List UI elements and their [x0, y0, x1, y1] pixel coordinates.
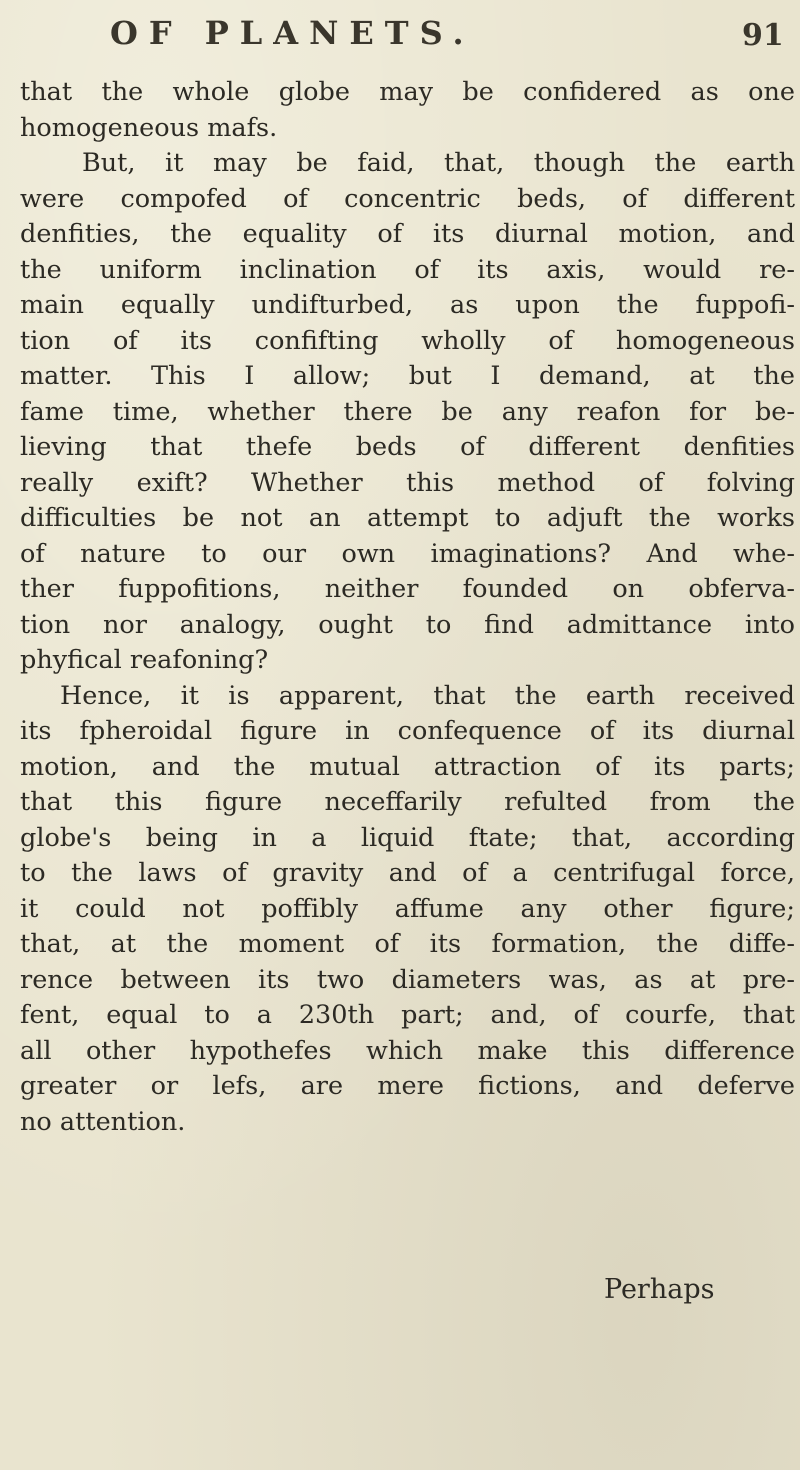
text-line: its fpheroidal figure in confequence of its diurnal [20, 716, 795, 746]
text-line: no attention. [20, 1106, 186, 1137]
text-line: the uniform inclination of its axis, would re- [20, 254, 795, 285]
text-line: fame time, whether there be any reafon for be- [20, 396, 795, 427]
text-line: homogeneous mafs. [20, 112, 278, 143]
page-number: 91 [742, 18, 784, 53]
running-title: OF PLANETS. [110, 14, 475, 52]
text-line: of nature to our own imaginations? And whe- [20, 538, 795, 569]
text-line: matter. This I allow; but I demand, at the [20, 361, 795, 391]
text-line: tion nor analogy, ought to find admittance into [20, 609, 795, 640]
text-line: main equally undifturbed, as upon the fuppofi- [20, 290, 795, 320]
text-line: really exift? Whether this method of folving [20, 467, 795, 498]
text-line: all other hypothefes which make this difference [20, 1035, 795, 1066]
text-line: motion, and the mutual attraction of its parts; [20, 751, 795, 782]
text-line: to the laws of gravity and of a centrifugal force, [20, 858, 795, 888]
text-line: difficulties be not an attempt to adjuft the works [20, 503, 795, 533]
body-text [20, 75, 795, 1140]
text-line: ther fuppofitions, neither founded on obferva- [20, 574, 795, 604]
running-head [0, 8, 800, 68]
text-line: that the whole globe may be confidered as one [20, 77, 795, 107]
text-line: fent, equal to a 230th part; and, of courfe, that [20, 1000, 795, 1030]
text-line: But, it may be faid, that, though the earth [82, 148, 795, 178]
text-line: that, at the moment of its formation, the diffe- [20, 929, 795, 959]
text-line: tion of its confifting wholly of homogeneous [20, 325, 795, 356]
text-line: phyfical reafoning? [20, 645, 269, 675]
text-line: greater or lefs, are mere fictions, and deferve [20, 1071, 795, 1101]
text-line: Hence, it is apparent, that the earth received [60, 680, 795, 711]
text-line: denfities, the equality of its diurnal motion, and [20, 219, 795, 249]
text-line: it could not poffibly affume any other figure; [20, 893, 795, 924]
text-line: that this figure neceffarily refulted from the [20, 787, 795, 817]
catchword: Perhaps [604, 1274, 715, 1305]
text-line: rence between its two diameters was, as at pre- [20, 964, 795, 995]
text-line: were compofed of concentric beds, of different [20, 183, 795, 214]
text-line: globe's being in a liquid ftate; that, according [20, 822, 795, 853]
text-line: lieving that thefe beds of different denfities [20, 432, 795, 462]
